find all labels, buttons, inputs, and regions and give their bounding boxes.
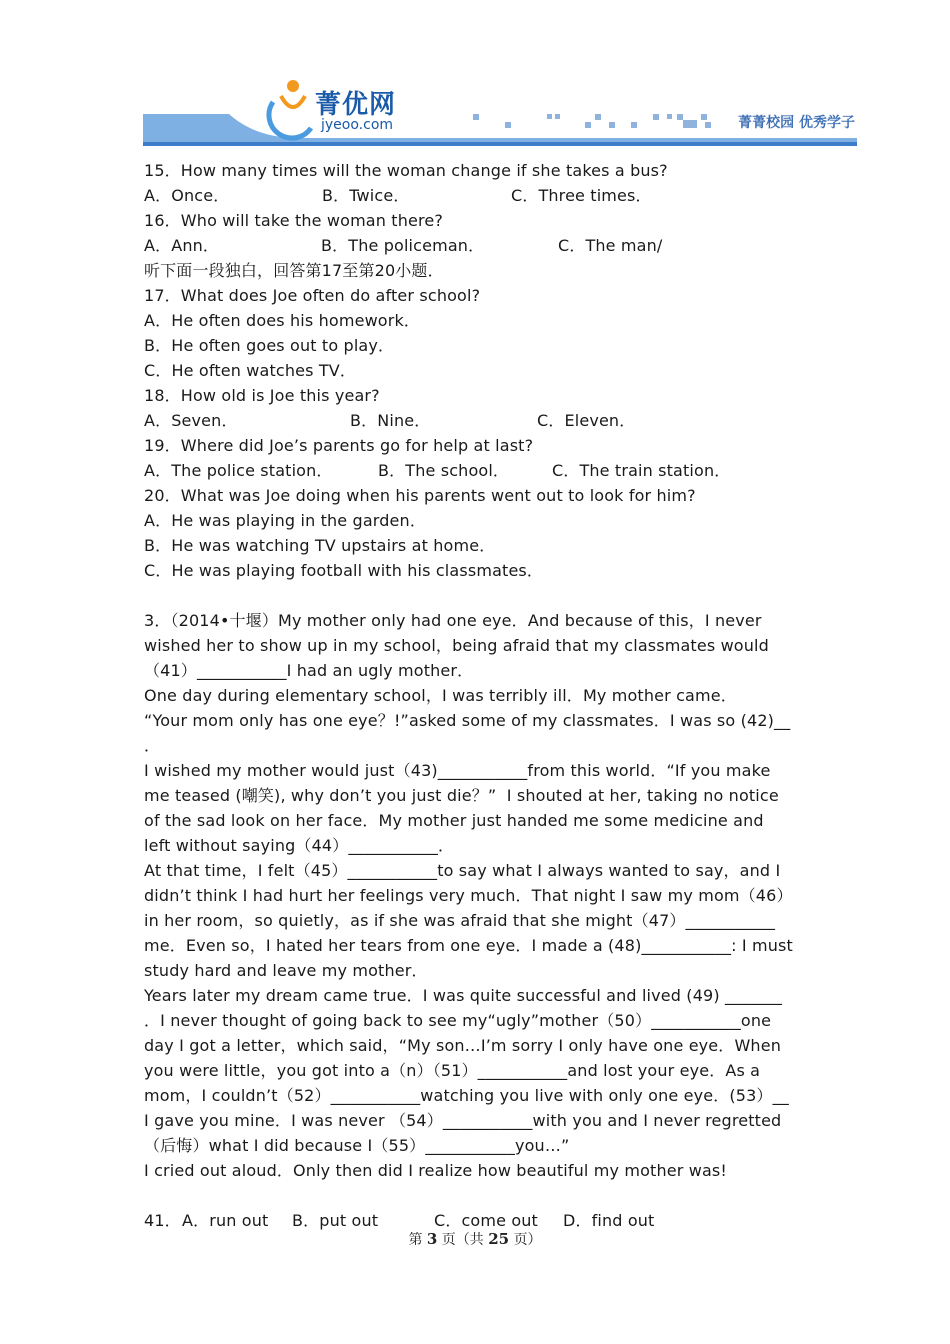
option: B．Nine．	[350, 411, 431, 430]
question-15: 15．How many times will the woman change if she takes a bus?	[144, 161, 668, 180]
passage-line: left without saying（44）___________．	[144, 836, 455, 855]
header-slogan: 菁菁校园 优秀学子	[738, 115, 855, 131]
passage-line: of the sad look on her face．My mother just handed me some medicine and	[144, 811, 764, 830]
option: D．find out	[563, 1211, 655, 1230]
passage-line: 3．（2014•十堰）My mother only had one eye．And because of this，I never	[144, 611, 762, 630]
passage-line: （后悔）what I did because I（55）___________you…”	[144, 1136, 570, 1155]
option: B．put out	[292, 1211, 379, 1230]
option: C．The man/	[558, 236, 663, 255]
question-17: 17．What does Joe often do after school?	[144, 286, 481, 305]
option: A．He was playing in the garden．	[144, 511, 426, 530]
passage-line: Years later my dream came true．I was quite successful and lived (49) _______	[144, 986, 783, 1005]
passage-line: I wished my mother would just（43)___________from this world．“If you make	[144, 761, 771, 780]
page-header	[143, 78, 857, 148]
option: C．He often watches TV．	[144, 361, 357, 380]
passage-line: I cried out aloud．Only then did I realize how beautiful my mother was!	[144, 1161, 727, 1180]
option: B．The policeman．	[321, 236, 485, 255]
question-18: 18．How old is Joe this year?	[144, 386, 380, 405]
cloze-passage	[144, 608, 812, 1183]
option: B．The school．	[378, 461, 510, 480]
logo-text: 菁优网	[315, 90, 397, 120]
document-body	[144, 158, 812, 1233]
option: B．Twice．	[322, 186, 410, 205]
spacer	[144, 583, 812, 608]
question-18-options	[144, 408, 812, 433]
passage-line: I gave you mine．I was never （54）___________with you and I never regretted	[144, 1111, 782, 1130]
option: B．He often goes out to play．	[144, 336, 395, 355]
question-number: 41．	[144, 1211, 181, 1230]
option: C．Eleven．	[537, 411, 636, 430]
option: A．run out	[182, 1211, 269, 1230]
footer-suffix: 页）	[513, 1232, 542, 1248]
passage-line: wished her to show up in my school，being afraid that my classmates would	[144, 636, 769, 655]
passage-line: didn’t think I had hurt her feelings very much．That night I saw my mom（46）	[144, 886, 793, 905]
question-19-options	[144, 458, 812, 483]
passage-line: （41）___________I had an ugly mother．	[144, 661, 474, 680]
question-20: 20．What was Joe doing when his parents went out to look for him?	[144, 486, 696, 505]
option: A．Once．	[144, 186, 230, 205]
passage-line: mom，I couldn’t（52）___________watching you live with only one eye．(53）__	[144, 1086, 789, 1105]
question-15-options	[144, 183, 812, 208]
passage-line: me teased (嘲笑), why don’t you just die？” I shouted at her, taking no notice	[144, 786, 779, 805]
passage-line: you were little，you got into a（n）（51）___________and lost your eye．As a	[144, 1061, 761, 1080]
passage-line: study hard and leave my mother．	[144, 961, 428, 980]
option: A．He often does his homework．	[144, 311, 421, 330]
option: A．Seven．	[144, 411, 238, 430]
question-19: 19．Where did Joe’s parents go for help at last?	[144, 436, 534, 455]
question-16: 16．Who will take the woman there?	[144, 211, 444, 230]
passage-line: ．I never thought of going back to see my“ugly”mother（50）___________one	[144, 1011, 772, 1030]
page-footer	[0, 1229, 950, 1249]
passage-line: day I got a letter，which said，“My son…I’m sorry I only have one eye．When	[144, 1036, 781, 1055]
footer-prefix: 第	[408, 1232, 423, 1248]
passage-line: One day during elementary school，I was terribly ill．My mother came．	[144, 686, 737, 705]
passage-line: At that time，I felt（45）___________to say what I always wanted to say，and I	[144, 861, 781, 880]
current-page: 3	[426, 1230, 438, 1248]
listening-instruction: 听下面一段独白，回答第17至第20小题．	[144, 261, 444, 280]
total-pages: 25	[488, 1230, 510, 1248]
spacer	[144, 1183, 812, 1208]
passage-line: in her room，so quietly，as if she was afraid that she might（47）___________	[144, 911, 776, 930]
option: C．come out	[434, 1211, 538, 1230]
logo-domain: jyeoo.com	[321, 117, 394, 133]
footer-mid: 页（共	[441, 1232, 484, 1248]
option: A．Ann．	[144, 236, 220, 255]
option: C．Three times．	[511, 186, 652, 205]
passage-line: me．Even so，I hated her tears from one eye．I made a (48)___________: I must	[144, 936, 793, 955]
passage-line: ．	[144, 736, 161, 755]
option: A．The police station．	[144, 461, 333, 480]
option: B．He was watching TV upstairs at home．	[144, 536, 496, 555]
option: C．The train station．	[552, 461, 731, 480]
option: C．He was playing football with his classmates．	[144, 561, 544, 580]
passage-line: “Your mom only has one eye？!”asked some of my classmates．I was so (42)__	[144, 711, 791, 730]
question-16-options	[144, 233, 812, 258]
